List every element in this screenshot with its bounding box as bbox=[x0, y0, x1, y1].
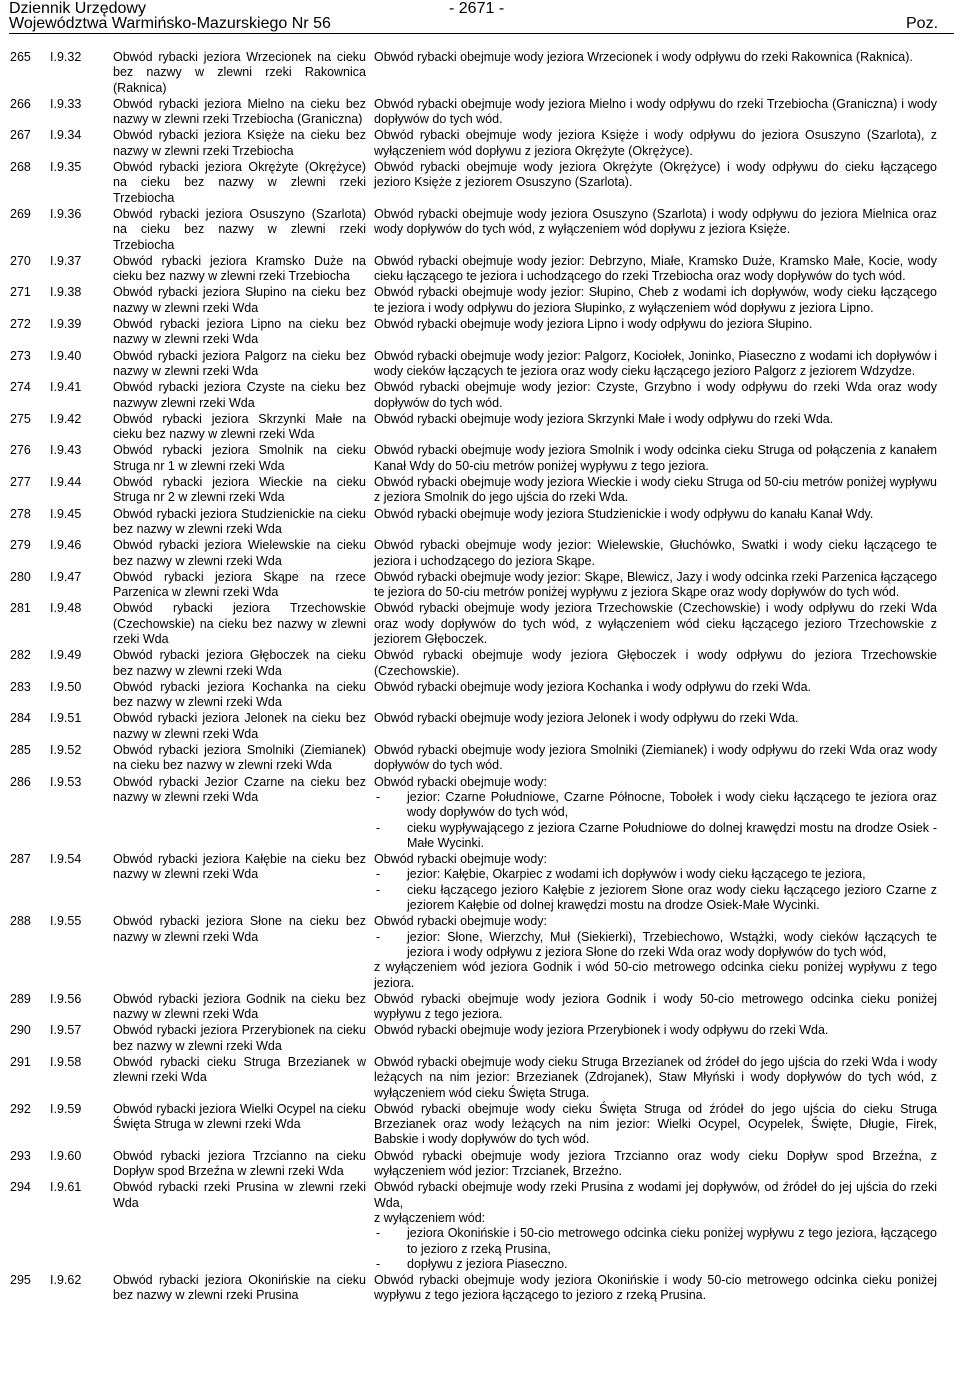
list-item: - jezior: Kałębie, Okarpiec z wodami ich dopływów i wody cieku łączącego te jeziora, bbox=[374, 867, 937, 882]
description-text: Obwód rybacki obejmuje wody jeziora Przerybionek i wody odpływu do rzeki Wda. bbox=[374, 1023, 829, 1038]
row-name: Obwód rybacki jeziora Przerybionek na cieku bez nazwy w zlewni rzeki Wda bbox=[113, 1023, 366, 1053]
row-code: I.9.38 bbox=[50, 285, 82, 300]
description-text: Obwód rybacki obejmuje wody jeziora Smolniki (Ziemianek) i wody odpływu do rzeki Wda oraz wody dopływów do tych wód. bbox=[374, 743, 937, 773]
page-number: - 2671 - bbox=[449, 0, 505, 17]
row-name: Obwód rybacki jeziora Wieckie na cieku Struga nr 2 w zlewni rzeki Wda bbox=[113, 475, 366, 505]
row-number: 295 bbox=[10, 1273, 31, 1288]
row-number: 284 bbox=[10, 711, 31, 726]
row-name: Obwód rybacki jeziora Trzechowskie (Czechowskie) na cieku bez nazwy w zlewni rzeki Wda bbox=[113, 601, 366, 646]
row-number: 277 bbox=[10, 475, 31, 490]
description-text: Obwód rybacki obejmuje wody jezior: Wielewskie, Głuchówko, Swatki i wody cieku łączącego te jeziora i uchodzącego do jeziora Skąpe. bbox=[374, 538, 937, 568]
description-text: Obwód rybacki obejmuje wody jeziora Osuszyno (Szarlota) i wody odpływu do jeziora Mielnica oraz wody dopływów do tych wód, z wyłączeniem wód dopływu z jeziora Księże. bbox=[374, 206, 937, 237]
row-description bbox=[374, 570, 937, 601]
row-name: Obwód rybacki jeziora Lipno na cieku bez nazwy w zlewni rzeki Wda bbox=[113, 317, 366, 347]
row-number: 287 bbox=[10, 852, 31, 867]
row-description bbox=[374, 128, 937, 159]
row-code: I.9.44 bbox=[50, 475, 82, 490]
description-text: Obwód rybacki obejmuje wody jezior: Palgorz, Kociołek, Joninko, Piaseczno z wodami ich dopływów i wody cieków łączących te jeziora oraz wody cieku łączącego jezioro Palgorz z jeziorem Wdzydze. bbox=[374, 348, 937, 378]
row-code: I.9.57 bbox=[50, 1023, 82, 1038]
entries-table bbox=[10, 50, 952, 1305]
description-text: Obwód rybacki obejmuje wody jeziora Lipno i wody odpływu do jeziora Słupino. bbox=[374, 317, 813, 332]
row-description bbox=[374, 852, 937, 913]
row-description bbox=[374, 1102, 937, 1148]
row-name: Obwód rybacki jeziora Słupino na cieku bez nazwy w zlewni rzeki Wda bbox=[113, 285, 366, 315]
row-number: 279 bbox=[10, 538, 31, 553]
row-number: 271 bbox=[10, 285, 31, 300]
journal-title: Dziennik Urzędowy bbox=[9, 0, 146, 17]
row-number: 286 bbox=[10, 774, 31, 789]
row-number: 292 bbox=[10, 1101, 31, 1116]
description-text: Obwód rybacki obejmuje wody rzeki Prusina z wodami jej dopływów, od źródeł do jej ujścia do rzeki Wda, bbox=[374, 1180, 937, 1210]
list-item: - jezior: Czarne Południowe, Czarne Północne, Tobołek i wody cieku łączącego te jeziora oraz wody dopływów do tych wód, bbox=[374, 790, 937, 821]
table-row bbox=[10, 507, 952, 538]
row-code: I.9.32 bbox=[50, 50, 82, 64]
table-row bbox=[10, 711, 952, 742]
row-number: 268 bbox=[10, 160, 31, 175]
row-code: I.9.46 bbox=[50, 538, 82, 553]
row-name: Obwód rybacki jeziora Kramsko Duże na cieku bez nazwy w zlewni rzeki Trzebiocha bbox=[113, 253, 366, 284]
row-name: Obwód rybacki jeziora Godnik na cieku bez nazwy w zlewni rzeki Wda bbox=[113, 991, 366, 1022]
row-description bbox=[374, 1023, 937, 1054]
row-name: Obwód rybacki jeziora Wielki Ocypel na cieku Święta Struga w zlewni rzeki Wda bbox=[113, 1101, 366, 1132]
poz-label: Poz. bbox=[906, 15, 939, 32]
row-number: 280 bbox=[10, 569, 31, 584]
row-name: Obwód rybacki jeziora Jelonek na cieku bez nazwy w zlewni rzeki Wda bbox=[113, 711, 366, 741]
row-name: Obwód rybacki jeziora Skrzynki Małe na cieku bez nazwy w zlewni rzeki Wda bbox=[113, 411, 366, 442]
row-number: 281 bbox=[10, 601, 31, 616]
table-row bbox=[10, 285, 952, 316]
description-text: Obwód rybacki obejmuje wody jeziora Trzechowskie (Czechowskie) i wody odpływu do rzeki Wda oraz wody dopływów do tych wód, z wyłączeniem wód cieku łączącego jezioro Trzechowskie z jeziorem Głęboczek. bbox=[374, 601, 937, 646]
table-row bbox=[10, 992, 952, 1023]
row-code: I.9.58 bbox=[50, 1055, 82, 1069]
description-list bbox=[374, 867, 937, 913]
row-code: I.9.62 bbox=[50, 1273, 82, 1288]
row-code: I.9.41 bbox=[50, 380, 82, 395]
table-row bbox=[10, 601, 952, 647]
row-name: Obwód rybacki jeziora Czyste na cieku bez nazwyw zlewni rzeki Wda bbox=[113, 380, 366, 410]
row-description bbox=[374, 160, 937, 206]
row-code: I.9.43 bbox=[50, 443, 82, 458]
row-number: 285 bbox=[10, 743, 31, 758]
table-row bbox=[10, 475, 952, 506]
description-subtext: z wyłączeniem wód: bbox=[374, 1210, 486, 1225]
description-text: Obwód rybacki obejmuje wody jeziora Studzienickie i wody odpływu do kanału Kanał Wdy. bbox=[374, 506, 874, 521]
row-code: I.9.49 bbox=[50, 648, 82, 663]
table-row bbox=[10, 743, 952, 774]
description-text: Obwód rybacki obejmuje wody jeziora Okonińskie i wody 50-cio metrowego odcinka cieku poniżej wypływu z tego jeziora łączącego to jezioro z rzeką Prusina. bbox=[374, 1273, 937, 1303]
row-description bbox=[374, 317, 937, 348]
description-text: Obwód rybacki obejmuje wody jeziora Mielno i wody odpływu do rzeki Trzebiocha (Graniczna) i wody dopływów do tych wód. bbox=[374, 96, 937, 127]
row-name: Obwód rybacki rzeki Prusina w zlewni rzeki Wda bbox=[113, 1180, 366, 1210]
row-description bbox=[374, 507, 937, 538]
row-number: 272 bbox=[10, 317, 31, 332]
description-text: Obwód rybacki obejmuje wody jeziora Księże i wody odpływu do jeziora Osuszyno (Szarlota), z wyłączeniem wód dopływu z jeziora Okrężyte (Okrężyce). bbox=[374, 128, 937, 158]
description-list bbox=[374, 930, 937, 961]
row-code: I.9.56 bbox=[50, 991, 82, 1006]
description-text: Obwód rybacki obejmuje wody jeziora Okrężyte (Okrężyce) i wody odpływu do cieku łączącego jezioro Księże z jeziorem Osuszyno (Szarlota). bbox=[374, 160, 937, 190]
row-code: I.9.59 bbox=[50, 1101, 82, 1116]
row-code: I.9.45 bbox=[50, 506, 82, 521]
row-description bbox=[374, 992, 937, 1023]
table-row bbox=[10, 380, 952, 411]
row-code: I.9.61 bbox=[50, 1180, 82, 1195]
row-name: Obwód rybacki jeziora Skąpe na rzece Parzenica w zlewni rzeki Wda bbox=[113, 569, 366, 600]
row-code: I.9.33 bbox=[50, 96, 82, 111]
row-description bbox=[374, 475, 937, 506]
row-name: Obwód rybacki jeziora Księże na cieku bez nazwy w zlewni rzeki Trzebiocha bbox=[113, 128, 366, 158]
row-code: I.9.37 bbox=[50, 253, 82, 268]
row-name: Obwód rybacki jeziora Głęboczek na cieku bez nazwy w zlewni rzeki Wda bbox=[113, 648, 366, 678]
row-name: Obwód rybacki jeziora Wielewskie na cieku bez nazwy w zlewni rzeki Wda bbox=[113, 538, 366, 568]
row-number: 294 bbox=[10, 1180, 31, 1195]
row-description bbox=[374, 254, 937, 285]
table-row bbox=[10, 1102, 952, 1148]
row-number: 278 bbox=[10, 506, 31, 521]
description-text: Obwód rybacki obejmuje wody jeziora Trzcianno oraz wody cieku Dopływ spod Brzeźna, z wyłączeniem wód jezior: Trzcianek, Brzeźno. bbox=[374, 1148, 937, 1179]
description-text: Obwód rybacki obejmuje wody: bbox=[374, 774, 547, 789]
description-text: Obwód rybacki obejmuje wody: bbox=[374, 852, 547, 867]
table-row bbox=[10, 648, 952, 679]
row-number: 267 bbox=[10, 128, 31, 143]
table-row bbox=[10, 317, 952, 348]
row-number: 293 bbox=[10, 1148, 31, 1163]
row-code: I.9.42 bbox=[50, 411, 82, 426]
row-description bbox=[374, 97, 937, 128]
description-note: z wyłączeniem wód jeziora Godnik i wód 50-cio metrowego odcinka cieku poniżej wypływu z tego jeziora. bbox=[374, 960, 937, 990]
row-name: Obwód rybacki jeziora Kałębie na cieku bez nazwy w zlewni rzeki Wda bbox=[113, 852, 366, 882]
row-name: Obwód rybacki jeziora Osuszyno (Szarlota) na cieku bez nazwy w zlewni rzeki Trzebiocha bbox=[113, 206, 366, 252]
row-number: 275 bbox=[10, 411, 31, 426]
row-code: I.9.47 bbox=[50, 569, 82, 584]
list-item: - cieku łączącego jezioro Kałębie z jeziorem Słone oraz wody cieku łączącego jezioro Czarne z jeziorem Kałębie od dolnej krawędzi mostu na drodze Osiek-Małe Wycinki. bbox=[374, 883, 937, 914]
description-text: Obwód rybacki obejmuje wody jeziora Smolnik i wody odcinka cieku Struga od połączenia z kanałem Kanał Wdy do 50-ciu metrów poniżej wypływu z tego jeziora. bbox=[374, 443, 937, 473]
row-code: I.9.40 bbox=[50, 348, 82, 363]
description-text: Obwód rybacki obejmuje wody jeziora Skrzynki Małe i wody odpływu do rzeki Wda. bbox=[374, 411, 834, 426]
table-row bbox=[10, 1023, 952, 1054]
row-code: I.9.39 bbox=[50, 317, 82, 332]
description-text: Obwód rybacki obejmuje wody jeziora Godnik i wody 50-cio metrowego odcinka cieku poniżej wypływu z tego jeziora. bbox=[374, 991, 937, 1022]
table-row bbox=[10, 1055, 952, 1101]
description-text: Obwód rybacki obejmuje wody jezior: Debrzyno, Miałe, Kramsko Duże, Kramsko Małe, Kocie, wody cieku łączącego te jeziora i uchodzącego do rzeki Trzebiocha oraz wody dopływów do tych wód. bbox=[374, 253, 937, 284]
table-row bbox=[10, 254, 952, 285]
description-text: Obwód rybacki obejmuje wody: bbox=[374, 914, 547, 929]
table-row bbox=[10, 775, 952, 851]
row-description bbox=[374, 443, 937, 474]
row-number: 276 bbox=[10, 443, 31, 458]
description-text: Obwód rybacki obejmuje wody jezior: Czyste, Grzybno i wody odpływu do rzeki Wda oraz wody dopływów do tych wód. bbox=[374, 380, 937, 410]
row-name: Obwód rybacki jeziora Smolniki (Ziemianek) na cieku bez nazwy w zlewni rzeki Wda bbox=[113, 743, 366, 773]
row-description bbox=[374, 50, 937, 96]
row-description bbox=[374, 285, 937, 316]
row-number: 266 bbox=[10, 96, 31, 111]
row-name: Obwód rybacki jeziora Mielno na cieku bez nazwy w zlewni rzeki Trzebiocha (Graniczna) bbox=[113, 96, 366, 127]
row-description bbox=[374, 538, 937, 569]
table-row bbox=[10, 680, 952, 711]
row-number: 282 bbox=[10, 648, 31, 663]
table-row bbox=[10, 160, 952, 206]
row-description bbox=[374, 775, 937, 851]
row-name: Obwód rybacki jeziora Kochanka na cieku bez nazwy w zlewni rzeki Wda bbox=[113, 679, 366, 710]
description-list bbox=[374, 1226, 937, 1272]
description-text: Obwód rybacki obejmuje wody jeziora Jelonek i wody odpływu do rzeki Wda. bbox=[374, 711, 799, 726]
table-row bbox=[10, 1180, 952, 1272]
row-description bbox=[374, 680, 937, 711]
table-row bbox=[10, 1149, 952, 1180]
table-row bbox=[10, 97, 952, 128]
list-item: - cieku wypływającego z jeziora Czarne Południowe do dolnej krawędzi mostu na drodze Osiek - Małe Wycinki. bbox=[374, 821, 937, 852]
table-row bbox=[10, 349, 952, 380]
row-description bbox=[374, 1055, 937, 1101]
list-item: - dopływu z jeziora Piaseczno. bbox=[374, 1257, 937, 1272]
row-name: Obwód rybacki jeziora Studzienickie na cieku bez nazwy w zlewni rzeki Wda bbox=[113, 506, 366, 536]
row-number: 274 bbox=[10, 380, 31, 395]
row-code: I.9.50 bbox=[50, 679, 82, 694]
table-row bbox=[10, 1273, 952, 1304]
row-name: Obwód rybacki jeziora Trzcianno na cieku Dopływ spod Brzeźna w zlewni rzeki Wda bbox=[113, 1148, 366, 1179]
description-text: Obwód rybacki obejmuje wody jeziora Kochanka i wody odpływu do rzeki Wda. bbox=[374, 679, 812, 694]
row-name: Obwód rybacki jeziora Wrzecionek na cieku bez nazwy w zlewni rzeki Rakownica (Raknica) bbox=[113, 50, 366, 95]
table-row bbox=[10, 443, 952, 474]
row-name: Obwód rybacki jeziora Smolnik na cieku Struga nr 1 w zlewni rzeki Wda bbox=[113, 443, 366, 473]
row-name: Obwód rybacki jeziora Palgorz na cieku bez nazwy w zlewni rzeki Wda bbox=[113, 348, 366, 378]
row-number: 270 bbox=[10, 253, 31, 268]
row-description bbox=[374, 1273, 937, 1304]
row-number: 290 bbox=[10, 1023, 31, 1038]
description-text: Obwód rybacki obejmuje wody cieku Struga Brzezianek od źródeł do jego ujścia do rzeki Wda i wody leżących na nim jezior: Brzezianek (Zdrojanek), Staw Młyński i wody dopływów do tych wód, z wyłączeniem wód cieku Święta Struga. bbox=[374, 1055, 937, 1100]
description-list bbox=[374, 790, 937, 851]
row-description bbox=[374, 349, 937, 380]
row-number: 291 bbox=[10, 1055, 31, 1069]
row-description bbox=[374, 743, 937, 774]
row-code: I.9.53 bbox=[50, 774, 82, 789]
row-description bbox=[374, 601, 937, 647]
description-text: Obwód rybacki obejmuje wody jeziora Wieckie i wody cieku Struga od 50-ciu metrów poniżej wypływu z jeziora Smolnik do jego ujścia do rzeki Wda. bbox=[374, 475, 937, 505]
row-description bbox=[374, 207, 937, 253]
row-code: I.9.55 bbox=[50, 914, 82, 929]
description-text: Obwód rybacki obejmuje wody jeziora Głęboczek i wody odpływu do jeziora Trzechowskie (Czechowskie). bbox=[374, 648, 937, 678]
row-name: Obwód rybacki jeziora Okrężyte (Okrężyce) na cieku bez nazwy w zlewni rzeki Trzebiocha bbox=[113, 160, 366, 205]
row-number: 269 bbox=[10, 206, 31, 221]
row-description bbox=[374, 412, 937, 443]
row-description bbox=[374, 1149, 937, 1180]
description-text: Obwód rybacki obejmuje wody jezior: Skąpe, Blewicz, Jazy i wody odcinka rzeki Parzenica łączącego te jeziora do 50-ciu metrów poniżej wypływu z jeziora Skąpe oraz wody dopływów do tych wód. bbox=[374, 569, 937, 600]
row-description bbox=[374, 711, 937, 742]
row-number: 265 bbox=[10, 50, 31, 64]
row-code: I.9.48 bbox=[50, 601, 82, 616]
row-code: I.9.60 bbox=[50, 1148, 82, 1163]
row-code: I.9.36 bbox=[50, 206, 82, 221]
table-row bbox=[10, 50, 952, 96]
row-number: 273 bbox=[10, 348, 31, 363]
row-description bbox=[374, 1180, 937, 1272]
row-description bbox=[374, 648, 937, 679]
row-code: I.9.34 bbox=[50, 128, 82, 143]
row-name: Obwód rybacki jeziora Okonińskie na cieku bez nazwy w zlewni rzeki Prusina bbox=[113, 1273, 366, 1303]
table-row bbox=[10, 914, 952, 990]
table-row bbox=[10, 128, 952, 159]
row-number: 288 bbox=[10, 914, 31, 929]
table-row bbox=[10, 852, 952, 913]
list-item: - jeziora Okonińskie i 50-cio metrowego odcinka cieku poniżej wypływu z tego jeziora, łączącego to jezioro z rzeką Prusina, bbox=[374, 1226, 937, 1257]
row-name: Obwód rybacki cieku Struga Brzezianek w zlewni rzeki Wda bbox=[113, 1055, 366, 1085]
description-text: Obwód rybacki obejmuje wody jezior: Słupino, Cheb z wodami ich dopływów, wody cieku łączącego te jeziora i wody odpływu do jeziora Słupinko, z wyłączeniem wód dopływu z jeziora Lipno. bbox=[374, 285, 937, 315]
region-title: Województwa Warmińsko-Mazurskiego Nr 56 bbox=[9, 15, 331, 32]
row-code: I.9.54 bbox=[50, 852, 82, 867]
description-text: Obwód rybacki obejmuje wody cieku Święta Struga od źródeł do jego ujścia do cieku Struga Brzezianek oraz wody leżących na nim jezior: Wielki Ocypel, Ocypelek, Święte, Długie, Firek, Babskie i wody dopływów do tych wód. bbox=[374, 1101, 937, 1147]
row-code: I.9.51 bbox=[50, 711, 82, 726]
row-name: Obwód rybacki Jezior Czarne na cieku bez nazwy w zlewni rzeki Wda bbox=[113, 774, 366, 804]
table-row bbox=[10, 538, 952, 569]
table-row bbox=[10, 412, 952, 443]
row-number: 283 bbox=[10, 679, 31, 694]
header-divider bbox=[9, 33, 954, 34]
list-item: - jezior: Słone, Wierzchy, Muł (Siekierki), Trzebiechowo, Wstążki, wody cieków łączących te jeziora i wody odpływu z jeziora Słone do rzeki Wda oraz wody dopływów do tych wód, bbox=[374, 930, 937, 961]
row-number: 289 bbox=[10, 991, 31, 1006]
row-name: Obwód rybacki jeziora Słone na cieku bez nazwy w zlewni rzeki Wda bbox=[113, 914, 366, 944]
description-text: Obwód rybacki obejmuje wody jeziora Wrzecionek i wody odpływu do rzeki Rakownica (Raknica). bbox=[374, 50, 913, 64]
row-code: I.9.52 bbox=[50, 743, 82, 758]
row-code: I.9.35 bbox=[50, 160, 82, 175]
page-header bbox=[9, 0, 951, 32]
table-row bbox=[10, 570, 952, 601]
row-description bbox=[374, 380, 937, 411]
row-description bbox=[374, 914, 937, 990]
table-row bbox=[10, 207, 952, 253]
